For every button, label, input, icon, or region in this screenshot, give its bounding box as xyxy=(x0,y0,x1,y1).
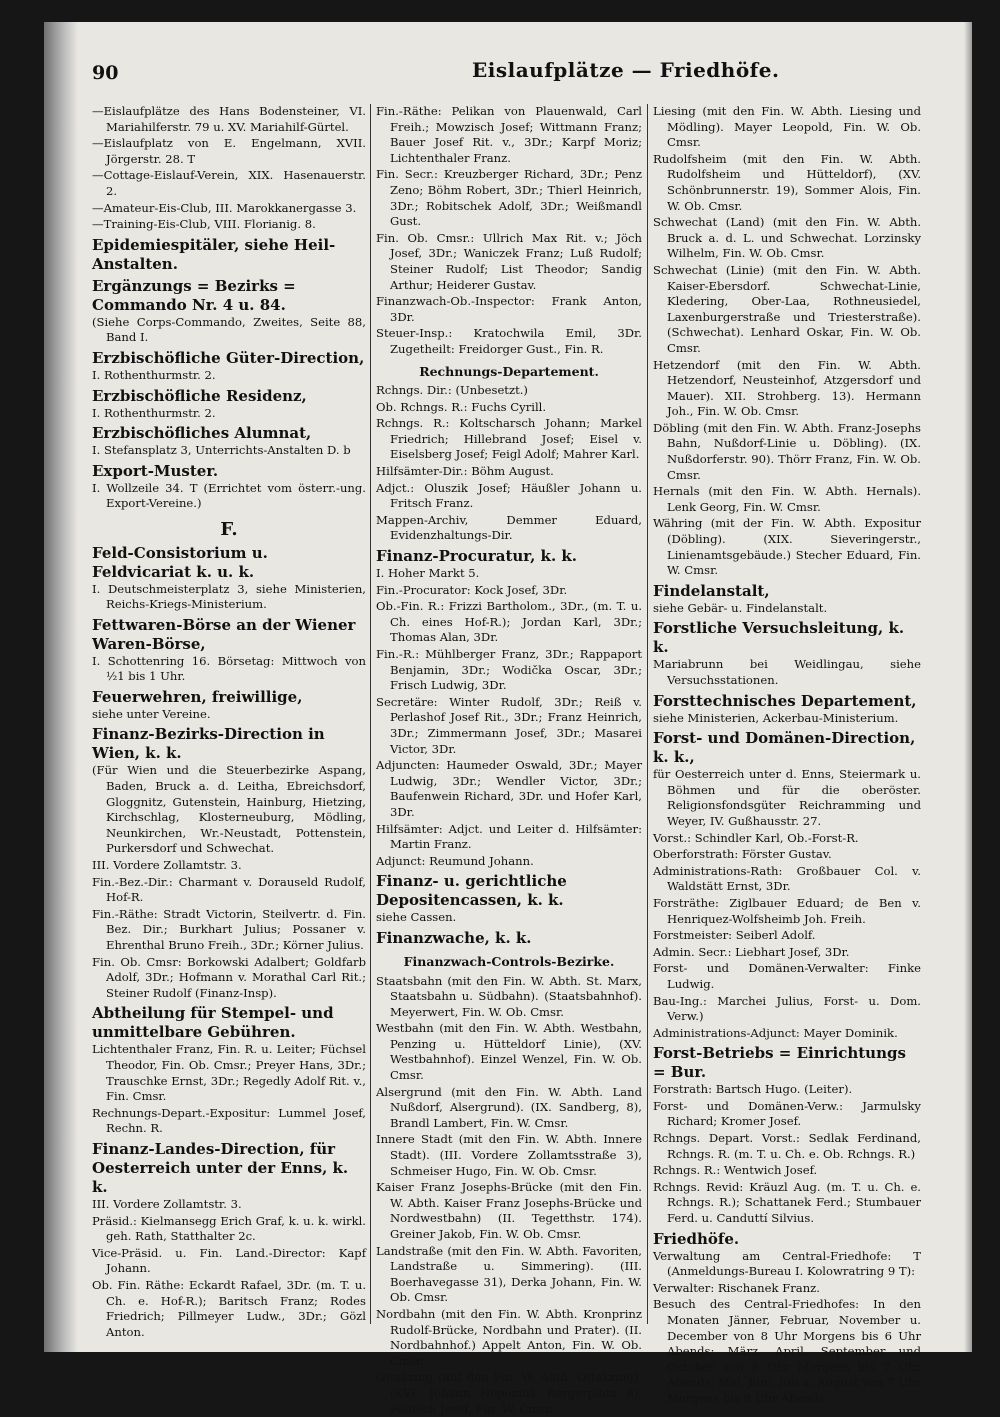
directory-entry: Westbahn (mit den Fin. W. Abth. Westbahn, Penzing u. Hütteldorf Linie), (XV. Westbahnhof). Einzel Wenzel, Fin. W. Ob. Cmsr. xyxy=(376,1021,642,1083)
directory-entry: Vice-Präsid. u. Fin. Land.-Director: Kapf Johann. xyxy=(92,1245,366,1276)
directory-entry: I. Stefansplatz 3, Unterrichts-Anstalten D. b xyxy=(92,443,351,458)
section-heading: Feld-Consistorium u. Feldvicariat k. u. k. xyxy=(92,543,268,581)
book-spine-shadow xyxy=(44,22,78,1352)
directory-entry: Rchngs. Depart. Vorst.: Sedlak Ferdinand, Rchngs. R. (m. T. u. Ch. e. Ob. Rchngs. R.) xyxy=(653,1131,921,1161)
directory-entry: Rechnungs-Depart.-Expositur: Lummel Josef, Rechn. R. xyxy=(92,1105,366,1136)
section-letter: F. xyxy=(220,518,238,540)
section-heading: Erzbischöfliches Alumnat, xyxy=(92,424,312,443)
section-heading: Forstliche Versuchsleitung, k. k. xyxy=(653,619,905,657)
section-heading: Finanzwache, k. k. xyxy=(376,928,532,947)
directory-entry: Adjuncten: Haumeder Oswald, 3Dr.; Mayer Ludwig, 3Dr.; Wendler Victor, 3Dr.; Baufenwein Richard, 3Dr. und Hofer Karl, 3Dr. xyxy=(376,758,642,819)
directory-entry: Finanzwach-Ob.-Inspector: Frank Anton, 3Dr. xyxy=(376,294,642,324)
directory-entry: Fin. Secr.: Kreuzberger Richard, 3Dr.; Penz Zeno; Böhm Robert, 3Dr.; Thierl Heinrich, 3Dr.; Robitschek Adolf, 3Dr.; Weißmandl Gust. xyxy=(376,167,642,229)
directory-entry: Hilfsämter: Adjct. und Leiter d. Hilfsämter: Martin Franz. xyxy=(376,821,642,852)
directory-entry: Alsergrund (mit den Fin. W. Abth. Land Nußdorf, Alsergrund). (IX. Sandberg, 8), Brandl Lambert, Fin. W. Cmsr. xyxy=(376,1084,642,1130)
directory-entry: Innere Stadt (mit den Fin. W. Abth. Innere Stadt). (III. Vordere Zollamtsstraße 3), Schmeiser Hugo, Fin. W. Ob. Cmsr. xyxy=(376,1132,642,1178)
section-heading: Forst- und Domänen-Direction, k. k., xyxy=(653,729,916,767)
section-heading: Epidemiespitäler, siehe Heil-Anstalten. xyxy=(92,235,336,273)
page-number: 90 xyxy=(92,62,119,84)
directory-entry: Landstraße (mit den Fin. W. Abth. Favoriten, Landstraße u. Simmering). (III. Boerhavegasse 31), Derka Johann, Fin. W. Ob. Cmsr. xyxy=(376,1243,642,1305)
directory-entry: Fin.-Procurator: Kock Josef, 3Dr. xyxy=(376,582,568,597)
directory-entry: Verwaltung am Central-Friedhofe: T (Anmeldungs-Bureau I. Kolowratring 9 T): xyxy=(653,1248,921,1279)
directory-entry: Vorst.: Schindler Karl, Ob.-Forst-R. xyxy=(653,830,859,845)
running-title: Eislaufplätze — Friedhöfe. xyxy=(472,58,780,82)
directory-entry: I. Schottenring 16. Börsetag: Mittwoch von ½1 bis 1 Uhr. xyxy=(92,653,366,684)
directory-entry: Hilfsämter-Dir.: Böhm August. xyxy=(376,464,554,479)
directory-entry: Rchngs. Dir.: (Unbesetzt.) xyxy=(376,383,528,398)
directory-entry: Admin. Secr.: Liebhart Josef, 3Dr. xyxy=(653,944,850,959)
column-middle xyxy=(376,104,642,1416)
column-rule-1 xyxy=(370,104,371,1324)
page-edge-shadow xyxy=(964,22,972,1352)
page-header xyxy=(92,58,922,90)
directory-entry: I. Wollzeile 34. T (Errichtet vom österr.-ung. Export-Vereine.) xyxy=(92,480,366,511)
directory-entry: Lichtenthaler Franz, Fin. R. u. Leiter; Füchsel Theodor, Fin. Ob. Cmsr.; Preyer Hans, 3Dr.; Trauschke Ernst, 3Dr.; Regedly Adolf Rit. v., Fin. Cmsr. xyxy=(92,1042,366,1104)
section-heading: Erzbischöfliche Residenz, xyxy=(92,386,307,405)
directory-entry: I. Hoher Markt 5. xyxy=(376,566,480,581)
directory-entry: Hernals (mit den Fin. W. Abth. Hernals). Lenk Georg, Fin. W. Cmsr. xyxy=(653,484,921,514)
directory-entry: Verwalter: Rischanek Franz. xyxy=(653,1280,820,1295)
directory-entry: siehe unter Vereine. xyxy=(92,706,211,721)
directory-entry: Rudolfsheim (mit den Fin. W. Abth. Rudolfsheim und Hütteldorf), (XV. Schönbrunnerstr. 19), Sommer Alois, Fin. W. Ob. Cmsr. xyxy=(653,151,921,213)
column-left xyxy=(92,104,366,1339)
section-heading: Finanz-Procuratur, k. k. xyxy=(376,547,578,566)
directory-entry: Schwechat (Linie) (mit den Fin. W. Abth. Kaiser-Ebersdorf. Schwechat-Linie, Kledering, Ober-Laa, Rothneusiedel, Laxenburgerstraße und Triesterstraße). (Schwechat). Lenhard Oskar, Fin. W. Ob. Cmsr. xyxy=(653,262,921,355)
directory-entry: —Amateur-Eis-Club, III. Marokkanergasse 3. xyxy=(92,200,357,215)
directory-entry: Liesing (mit den Fin. W. Abth. Liesing und Mödling). Mayer Leopold, Fin. W. Ob. Cmsr. xyxy=(653,104,921,150)
directory-entry: Ob.-Fin. R.: Frizzi Bartholom., 3Dr., (m. T. u. Ch. eines Hof-R.); Jordan Karl, 3Dr.; Thomas Alan, 3Dr. xyxy=(376,599,642,645)
directory-entry: Fin.-Bez.-Dir.: Charmant v. Dorauseld Rudolf, Hof-R. xyxy=(92,874,366,905)
directory-entry: —Training-Eis-Club, VIII. Florianig. 8. xyxy=(92,217,316,232)
column-right xyxy=(653,104,921,1405)
directory-entry: III. Vordere Zollamtstr. 3. xyxy=(92,1196,242,1211)
book-page xyxy=(44,22,972,1416)
directory-entry: Fin.-Räthe: Pelikan von Plauenwald, Carl Freih.; Mowzisch Josef; Wittmann Franz; Bauer Josef Rit. v., 3Dr.; Karpf Moriz; Lichtenthaler Franz. xyxy=(376,104,642,165)
directory-entry: Oberforstrath: Förster Gustav. xyxy=(653,847,832,862)
directory-entry: Nordbahn (mit den Fin. W. Abth. Kronprinz Rudolf-Brücke, Nordbahn und Prater). (II. Nordbahnhof.) Appelt Anton, Fin. W. Ob. Cmsr. xyxy=(376,1306,642,1368)
directory-entry: Forsträthe: Ziglbauer Eduard; de Ben v. Henriquez-Wolfsheimb Joh. Freih. xyxy=(653,895,921,926)
section-heading: Erzbischöfliche Güter-Direction, xyxy=(92,348,365,367)
section-heading: Abtheilung für Stempel- und unmittelbare Gebühren. xyxy=(92,1004,334,1042)
directory-entry: Steuer-Insp.: Kratochwila Emil, 3Dr. Zugetheilt: Freidorger Gust., Fin. R. xyxy=(376,326,642,356)
directory-entry: Fin.-R.: Mühlberger Franz, 3Dr.; Rappaport Benjamin, 3Dr.; Wodička Oscar, 3Dr.; Frisch Ludwig, 3Dr. xyxy=(376,647,642,693)
directory-entry: Forstrath: Bartsch Hugo. (Leiter). xyxy=(653,1082,853,1097)
section-heading: Ergänzungs = Bezirks = Commando Nr. 4 u. 84. xyxy=(92,276,296,314)
directory-entry: Secretäre: Winter Rudolf, 3Dr.; Reiß v. Perlashof Josef Rit., 3Dr.; Franz Heinrich, 3Dr.; Zimmermann Josef, 3Dr.; Masarei Victor, 3Dr. xyxy=(376,694,642,756)
section-heading: Forsttechnisches Departement, xyxy=(653,691,917,710)
directory-entry: —Cottage-Eislauf-Verein, XIX. Hasenauerstr. 2. xyxy=(92,168,366,198)
directory-entry: Forst- und Domänen-Verw.: Jarmulsky Richard; Kromer Josef. xyxy=(653,1098,921,1129)
directory-entry: Hetzendorf (mit den Fin. W. Abth. Hetzendorf, Neusteinhof, Atzgersdorf und Mauer). XII. Strohberg. 13). Hermann Joh., Fin. W. Ob. Cmsr. xyxy=(653,357,921,419)
directory-entry: Währing (mit der Fin. W. Abth. Expositur (Döbling). (XIX. Sieveringerstr., Linienamtsgebäude.) Stecher Eduard, Fin. W. Cmsr. xyxy=(653,516,921,578)
directory-entry: Kaiser Franz Josephs-Brücke (mit den Fin. W. Abth. Kaiser Franz Josephs-Brücke und Nordwestbahn) (II. Tegetthstr. 174). Greiner Jakob, Fin. W. Ob. Cmsr. xyxy=(376,1180,642,1241)
directory-entry: Rchngs. R.: Koltscharsch Johann; Markel Friedrich; Hillebrand Josef; Eisel v. Eiselsberg Josef; Feigl Adolf; Mahrer Karl. xyxy=(376,416,642,462)
directory-entry: Administrations-Adjunct: Mayer Dominik. xyxy=(653,1025,898,1040)
directory-entry: I. Deutschmeisterplatz 3, siehe Ministerien, Reichs-Kriegs-Ministerium. xyxy=(92,581,366,612)
directory-entry: Forst- und Domänen-Verwalter: Finke Ludwig. xyxy=(653,961,921,991)
directory-entry: Döbling (mit den Fin. W. Abth. Franz-Josephs Bahn, Nußdorf-Linie u. Döbling). (IX. Nußdorferstr. 90). Thörr Franz, Fin. W. Ob. Cmsr. xyxy=(653,420,921,482)
directory-entry: Staatsbahn (mit den Fin. W. Abth. St. Marx, Staatsbahn u. Südbahn). (Staatsbahnhof). Meyerwert, Fin. W. Ob. Cmsr. xyxy=(376,973,642,1019)
directory-entry: Mappen-Archiv, Demmer Eduard, Evidenzhaltungs-Dir. xyxy=(376,512,642,543)
subsection-heading: Rechnungs-Departement. xyxy=(419,363,599,379)
directory-entry: Adjunct: Reumund Johann. xyxy=(376,853,534,868)
section-heading: Finanz-Bezirks-Direction in Wien, k. k. xyxy=(92,725,325,763)
directory-entry: Präsid.: Kielmansegg Erich Graf, k. u. k. wirkl. geh. Rath, Statthalter 2c. xyxy=(92,1213,366,1244)
directory-entry: Besuch des Central-Friedhofes: In den Monaten Jänner, Februar, November u. December von 8 Uhr Morgens bis 6 Uhr Abends; März, April, September und October von 8 Uhr Morgens bis 7 Uhr Abends; Mai, Juni, Juli u. August von 7 Uhr Morgens bis 8 Uhr Abends. xyxy=(653,1297,921,1405)
directory-entry: siehe Gebär- u. Findelanstalt. xyxy=(653,600,828,615)
directory-entry: Fin. Ob. Cmsr: Borkowski Adalbert; Goldfarb Adolf, 3Dr.; Hofmann v. Morathal Carl Rit.; Steiner Rudolf (Finanz-Insp). xyxy=(92,954,366,1000)
directory-entry: Mariabrunn bei Weidlingau, siehe Versuchsstationen. xyxy=(653,657,921,687)
section-heading: Findelanstalt, xyxy=(653,581,770,600)
directory-entry: —Eislaufplätze des Hans Bodensteiner, VI. Mariahilferstr. 79 u. XV. Mariahilf-Gürtel. xyxy=(92,104,366,134)
directory-entry: Fin. Ob. Cmsr.: Ullrich Max Rit. v.; Jöch Josef, 3Dr.; Waniczek Franz; Luß Rudolf; Steiner Rudolf; List Theodor; Sandig Arthur; Heiderer Gustav. xyxy=(376,230,642,292)
directory-entry: Rchngs. Revid: Kräuzl Aug. (m. T. u. Ch. e. Rchngs. R.); Schattanek Ferd.; Stumbauer Ferd. u. Canduttí Silvius. xyxy=(653,1179,921,1226)
directory-entry: I. Rothenthurmstr. 2. xyxy=(92,405,216,420)
directory-entry: Schwechat (Land) (mit den Fin. W. Abth. Bruck a. d. L. und Schwechat. Lorzinsky Wilhelm, Fin. W. Ob. Cmsr. xyxy=(653,215,921,261)
subsection-heading: Finanzwach-Controls-Bezirke. xyxy=(403,953,615,969)
directory-entry: Adjct.: Oluszik Josef; Häußler Johann u. Fritsch Franz. xyxy=(376,480,642,511)
directory-entry: —Eislaufplatz von E. Engelmann, XVII. Jörgerstr. 28. T xyxy=(92,136,366,166)
section-heading: Fettwaren-Börse an der Wiener Waren-Börse, xyxy=(92,615,356,653)
directory-entry: Bau-Ing.: Marchei Julius, Forst- u. Dom. Verw.) xyxy=(653,993,921,1024)
directory-entry: (Siehe Corps-Commando, Zweites, Seite 88, Band I. xyxy=(92,314,366,345)
directory-entry: siehe Cassen. xyxy=(376,910,457,925)
section-heading: Feuerwehren, freiwillige, xyxy=(92,687,303,706)
directory-entry: I. Rothenthurmstr. 2. xyxy=(92,367,216,382)
directory-entry: Ob. Rchngs. R.: Fuchs Cyrill. xyxy=(376,399,547,414)
directory-entry: III. Vordere Zollamtstr. 3. xyxy=(92,858,242,873)
directory-entry: Fin.-Räthe: Stradt Victorin, Steilvertr. d. Fin. Bez. Dir.; Burkhart Julius; Possaner v. Ehrenthal Bruno Freih., 3Dr.; Körner Julius. xyxy=(92,906,366,952)
directory-entry: für Oesterreich unter d. Enns, Steiermark u. Böhmen und für die oberöster. Religionsfondsgüter Reichramming und Weyer, IV. Gußhausstr. 27. xyxy=(653,767,921,828)
column-rule-2 xyxy=(647,104,648,1324)
section-heading: Export-Muster. xyxy=(92,461,219,480)
directory-entry: Forstmeister: Seiberl Adolf. xyxy=(653,928,816,943)
section-heading: Finanz-Landes-Direction, für Oesterreich unter der Enns, k. k. xyxy=(92,1139,349,1196)
directory-entry: (Für Wien und die Steuerbezirke Aspang, Baden, Bruck a. d. Leitha, Ebreichsdorf, Gloggnitz, Gutenstein, Hainburg, Hietzing, Kirchschlag, Klosterneuburg, Mödling, Neunkirchen, Wr.-Neustadt, Pottenstein, Purkersdorf und Schwechat. xyxy=(92,763,366,856)
directory-entry: Administrations-Rath: Großbauer Col. v. Waldstätt Ernst, 3Dr. xyxy=(653,863,921,894)
section-heading: Forst-Betriebs = Einrichtungs = Bur. xyxy=(653,1044,906,1082)
section-heading: Finanz- u. gerichtliche Depositencassen, k. k. xyxy=(376,872,567,910)
directory-entry: Ob. Fin. Räthe: Eckardt Rafael, 3Dr. (m. T. u. Ch. e. Hof-R.); Baritsch Franz; Rodes Friedrich; Pillmeyer Ludw., 3Dr.; Gözl Anton. xyxy=(92,1277,366,1339)
directory-entry: Ottakring (mit den Fin. W. Abth. Ottakring). (XVI. Johann Nepomuk Bergerplatz 8), Politsch Josef, Fin. W. Cmsr. xyxy=(376,1370,642,1416)
directory-entry: siehe Ministerien, Ackerbau-Ministerium. xyxy=(653,710,899,725)
section-heading: Friedhöfe. xyxy=(653,1229,740,1248)
directory-entry: Rchngs. R.: Wentwich Josef. xyxy=(653,1163,818,1178)
